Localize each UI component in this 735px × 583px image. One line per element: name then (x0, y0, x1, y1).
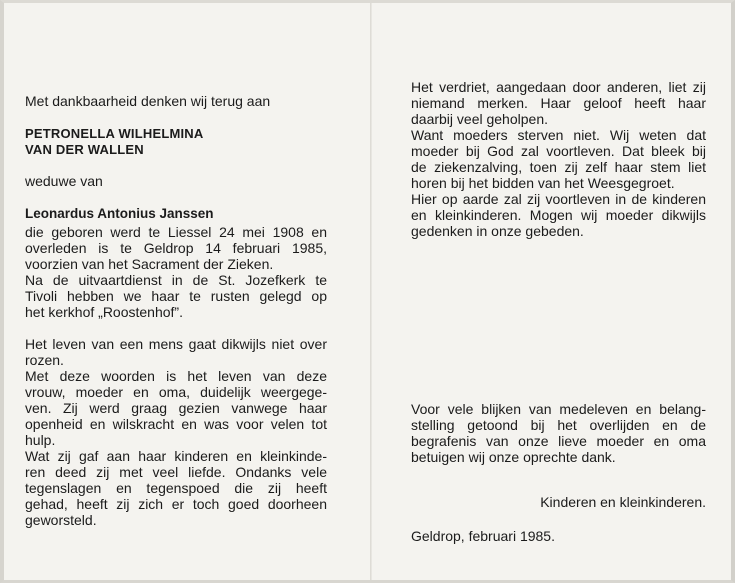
thanks-line: stelling getoond bij het overlijden en de (411, 417, 706, 433)
faith-line: en kleinkinderen. Mogen wij moeder dikwijls (411, 207, 706, 223)
life-line: ven. Zij werd graag gezien vanwege haar (25, 400, 327, 416)
signature: Kinderen en kleinkinderen. (540, 494, 706, 510)
faith-line: daarbij veel geholpen. (411, 111, 548, 127)
widow-of-text: weduwe van (25, 173, 103, 189)
faith-line: de ziekenzalving, toen zij zelf haar stem liet (411, 159, 706, 175)
life-line: geworsteld. (25, 512, 97, 528)
thanks-line: Voor vele blijken van medeleven en belang- (411, 401, 706, 417)
faith-line: niemand merken. Haar geloof heeft haar (411, 95, 706, 111)
faith-paragraph (411, 79, 706, 239)
life-line: rozen. (25, 352, 64, 368)
thanks-line: betuigen wij onze oprechte dank. (411, 449, 616, 465)
bio-line: voorzien van het Sacrament der Zieken. (25, 256, 274, 272)
life-line: openheid en wilskracht en was voor velen tot (25, 416, 327, 432)
faith-line: horen bij het bidden van het Weesgegroet. (411, 175, 675, 191)
intro-text: Met dankbaarheid denken wij terug aan (25, 93, 271, 109)
life-line: hulp. (25, 432, 56, 448)
bio-line: Na de uitvaartdienst in de St. Jozefkerk te (25, 272, 327, 288)
life-line: ren deed zij met veel liefde. Ondanks vele (25, 464, 327, 480)
bio-line: Tivoli hebben we haar te rusten gelegd op (25, 288, 327, 304)
biography-paragraph (25, 224, 327, 320)
husband-name: Leonardus Antonius Janssen (25, 205, 214, 221)
life-line: Met deze woorden is het leven van deze (25, 368, 327, 384)
bio-line: het kerkhof „Roostenhof”. (25, 304, 183, 320)
life-line: Wat zij gaf aan haar kinderen en kleinkinde- (25, 448, 327, 464)
life-line: vrouw, moeder en oma, duidelijk weergege- (25, 384, 327, 400)
deceased-name-line2: VAN DER WALLEN (25, 142, 144, 157)
faith-line: Het verdriet, aangedaan door anderen, liet zij (411, 79, 706, 95)
life-line: gehad, heeft zij zich er toch goed doorheen (25, 496, 327, 512)
life-line: Het leven van een mens gaat dikwijls niet over (25, 336, 327, 352)
thanks-line: begrafenis van onze lieve moeder en oma (411, 433, 706, 449)
faith-line: gedenken in onze gebeden. (411, 223, 584, 239)
thanks-paragraph (411, 401, 706, 465)
deceased-name-line1: PETRONELLA WILHELMINA (25, 126, 204, 141)
place-date: Geldrop, februari 1985. (411, 528, 555, 544)
card-fold (370, 3, 372, 580)
bio-line: overleden is te Geldrop 14 februari 1985, (25, 240, 327, 256)
life-line: tegenslagen en tegenspoed die zij heeft (25, 480, 327, 496)
faith-line: moeder bij God zal voortleven. Dat bleek bij (411, 143, 706, 159)
faith-line: Want moeders sterven niet. Wij weten dat (411, 127, 706, 143)
faith-line: Hier op aarde zal zij voortleven in de kinderen (411, 191, 706, 207)
bio-line: die geboren werd te Liessel 24 mei 1908 en (25, 224, 327, 240)
life-paragraph (25, 336, 327, 528)
